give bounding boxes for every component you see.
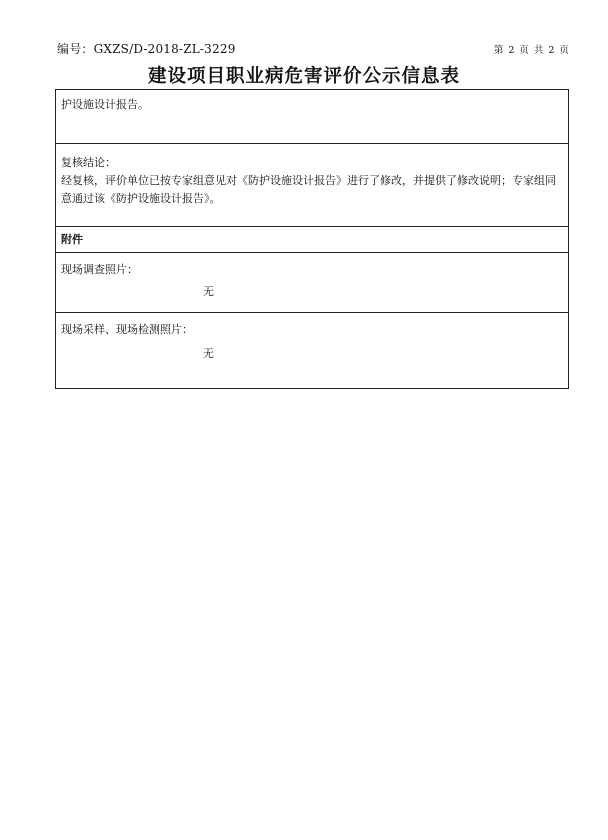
page-indicator: 第 2 页 共 2 页 bbox=[493, 45, 570, 56]
review-row bbox=[56, 144, 568, 227]
info-table bbox=[55, 89, 569, 389]
continuation-text: 护设施设计报告。 bbox=[61, 98, 149, 111]
sampling-photos-value: 无 bbox=[203, 347, 214, 360]
site-photos-value: 无 bbox=[203, 285, 214, 298]
page-title: 建设项目职业病危害评价公示信息表 bbox=[147, 66, 460, 87]
continuation-row bbox=[56, 90, 568, 144]
site-photos-row bbox=[56, 253, 568, 313]
review-label: 复核结论： bbox=[61, 156, 116, 169]
document-number: 编号：GXZS/D-2018-ZL-3229 bbox=[57, 42, 236, 56]
review-text: 经复核，评价单位已按专家组意见对《防护设施设计报告》进行了修改，并提供了修改说明；专家组同意通过该《防护设施设计报告》。 bbox=[61, 174, 556, 205]
sampling-photos-row bbox=[56, 313, 568, 388]
attachments-row bbox=[56, 227, 568, 253]
attachments-heading: 附件 bbox=[61, 233, 83, 246]
site-photos-label: 现场调查照片： bbox=[61, 263, 138, 276]
sampling-photos-label: 现场采样、现场检测照片： bbox=[61, 323, 193, 336]
